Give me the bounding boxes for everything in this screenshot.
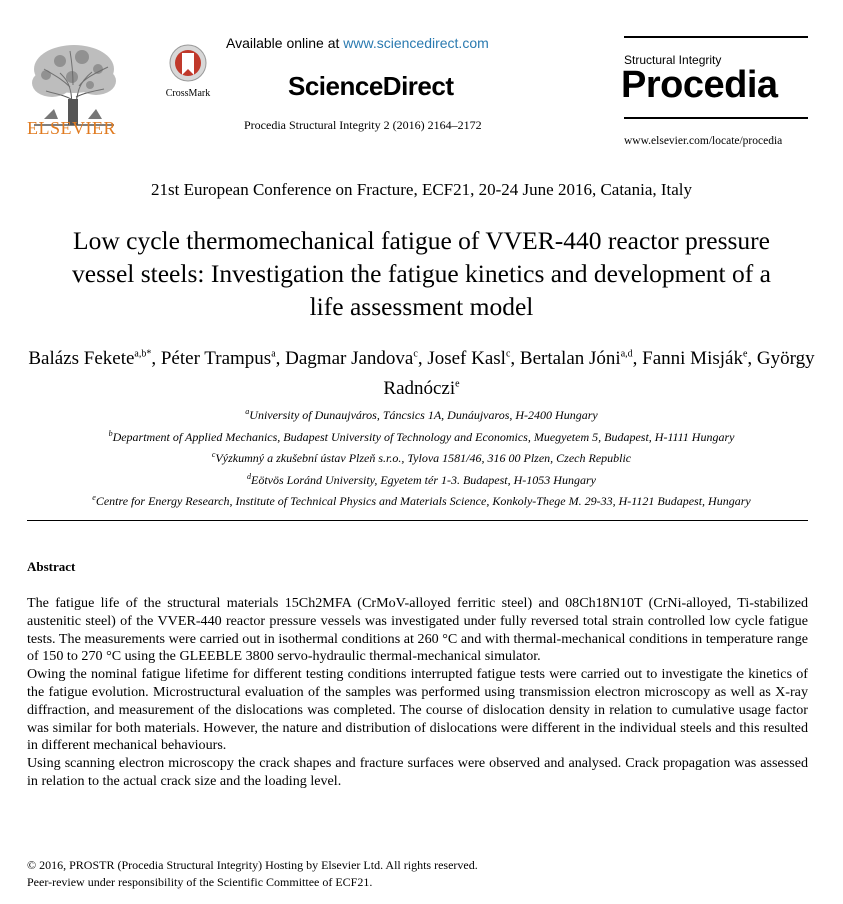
affiliation — [15, 403, 828, 425]
affiliation-mark: b — [108, 428, 113, 438]
sciencedirect-link[interactable]: www.sciencedirect.com — [343, 35, 489, 51]
affiliation-mark: e — [92, 493, 96, 502]
abstract-heading: Abstract — [27, 559, 76, 574]
conference-line: 21st European Conference on Fracture, ECF21, 20-24 June 2016, Catania, Italy — [150, 180, 693, 199]
copyright-line: © 2016, PROSTR (Procedia Structural Integrity) Hosting by Elsevier Ltd. All rights reserved. — [27, 858, 478, 872]
abstract-paragraph: The fatigue life of the structural materials 15Ch2MFA (CrMoV-alloyed ferritic steel) and 08Ch18N10T (CrNi-alloyed, Ti-stabilized austenitic steel) of the VVER-440 reactor pressure vessels was investigated under fully reversed total strain controlled low cycle fatigue tests. The measurements were carried out in isothermal conditions at 260 °C and with thermal-mechanical conditions in temperature range of 150 to 270 °C using the GLEEBLE 3800 servo-hydraulic thermal-mechanical simulator. — [27, 595, 808, 665]
author-affiliation-mark: e — [455, 378, 460, 390]
title-line-3: life assessment model — [309, 292, 534, 321]
title-line-1: Low cycle thermomechanical fatigue of VVER-440 reactor pressure — [73, 226, 770, 255]
author-affiliation-mark: c — [413, 349, 418, 360]
affiliation-mark: a — [245, 407, 250, 416]
author-affiliation-mark: a,d — [620, 349, 633, 360]
author-name: Fanni Misják — [642, 348, 743, 370]
author-separator: , — [275, 348, 286, 370]
affiliation-mark: c — [211, 450, 216, 459]
procedia-bottom-rule — [624, 117, 808, 119]
author-separator: , — [510, 348, 520, 370]
available-prefix: Available online at — [226, 35, 344, 51]
journal-url[interactable]: www.elsevier.com/locate/procedia — [624, 135, 783, 147]
elsevier-wordmark: ELSEVIER — [27, 118, 116, 138]
author — [285, 348, 427, 369]
author-affiliation-mark: e — [742, 349, 748, 360]
title-line-2: vessel steels: Investigation the fatigue kinetics and development of a — [72, 259, 771, 288]
affiliation-text: University of Dunaujváros, Táncsics 1A, Dunáujvaros, H-2400 Hungary — [249, 408, 598, 422]
author-affiliation-mark: a,b* — [134, 349, 152, 360]
author-name: Balázs Fekete — [28, 348, 135, 370]
abstract-paragraph: Using scanning electron microscopy the crack shapes and fracture surfaces were observed and analysed. Crack propagation was assessed in relation to the actual crack size and the loading level. — [27, 755, 808, 789]
author-separator: , — [632, 348, 643, 370]
author-list — [15, 342, 828, 401]
affiliation — [15, 489, 828, 511]
affiliation — [15, 468, 828, 490]
paper-title — [15, 224, 828, 323]
author — [28, 348, 161, 369]
author-name: Dagmar Jandova — [285, 348, 414, 370]
author — [427, 348, 520, 369]
crossmark-label: CrossMark — [165, 88, 211, 99]
affiliation-text: Eötvös Loránd University, Egyetem tér 1-3. Budapest, H-1053 Hungary — [251, 472, 596, 487]
affiliation-mark: d — [247, 471, 252, 481]
author-name: Péter Trampus — [160, 348, 272, 370]
procedia-top-rule — [624, 36, 808, 38]
author-name: György Radnóczi — [383, 348, 815, 399]
author-affiliation-mark: a — [271, 349, 276, 360]
author-separator: , — [747, 348, 757, 370]
author-affiliation-mark: c — [505, 349, 511, 360]
author-name: Bertalan Jóni — [519, 348, 621, 370]
author — [161, 348, 285, 369]
affiliation-list — [15, 403, 828, 511]
author-name: Josef Kasl — [427, 348, 506, 370]
journal-subtitle: Structural Integrity — [624, 53, 722, 67]
journal-name: Procedia — [621, 64, 778, 106]
available-online-text — [226, 35, 489, 51]
journal-reference: Procedia Structural Integrity 2 (2016) 2164–2172 — [244, 118, 482, 132]
affiliation-text: Centre for Energy Research, Institute of Technical Physics and Materials Science, Konkoly-Thege M. 29-33, H-1121 Budapest, Hungary — [95, 494, 751, 508]
affiliation-text: Výzkumný a zkušební ústav Plzeň s.r.o., Tylova 1581/46, 316 00 Plzen, Czech Republic — [215, 451, 632, 465]
author-separator: , — [151, 348, 161, 370]
affiliation — [15, 425, 828, 447]
sciencedirect-brand: ScienceDirect — [288, 71, 454, 101]
author — [642, 348, 757, 369]
abstract-body — [27, 595, 808, 791]
section-divider — [27, 520, 808, 521]
copyright-block — [27, 857, 478, 891]
affiliation — [15, 446, 828, 468]
author-separator: , — [417, 348, 428, 370]
author — [520, 348, 642, 369]
abstract-paragraph: Owing the nominal fatigue lifetime for different testing conditions interrupted fatigue tests were carried out to investigate the kinetics of the fatigue evolution. Microstructural evaluation of the samples was performed using transmission electron microscopy as well as X-ray diffraction, and measurement of the dislocations was completed. The course of dislocation density in relation to cumulative usage factor was similar for both materials. However, the nature and distribution of dislocations were different in the individual steels and this resulted in different mechanical behaviours. — [27, 666, 808, 754]
peer-review-line: Peer-review under responsibility of the Scientific Committee of ECF21. — [27, 875, 373, 889]
affiliation-text: Department of Applied Mechanics, Budapest University of Technology and Economics, Muegyetem 5, Budapest, H-1111 Hungary — [112, 429, 735, 444]
